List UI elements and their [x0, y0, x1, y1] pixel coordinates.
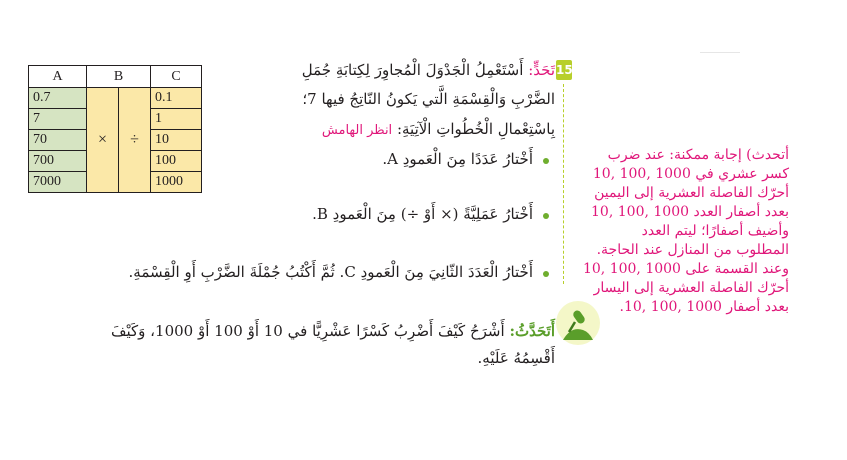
table-cell-divide: ÷ — [119, 88, 151, 193]
challenge-label: تَحَدٍّ: — [528, 61, 555, 79]
see-margin-note: انظر الهامش — [321, 123, 393, 138]
margin-note-line: وأضيف أصفارًا؛ ليتم العدد — [641, 223, 789, 239]
step-2: أَخْتارُ عَمَلِيَّةً (× أَوْ ÷) مِنَ الْعَمودِ B. — [312, 205, 533, 223]
question-text-3: بِاسْتِعْمالِ الْخُطُواتِ الْآتِيَةِ: — [396, 120, 555, 138]
table-cell-c: 1000 — [151, 172, 202, 193]
number-table — [28, 65, 202, 193]
margin-note-line: وعند القسمة على 1000 ,100 ,10 — [582, 261, 789, 277]
talk-label: أَتَحَدَّثُ: — [509, 322, 555, 340]
margin-note-line: أتحدث) إجابة ممكنة: عند ضرب — [607, 147, 789, 163]
margin-note-line: بعدد أصفار العدد 1000 ,100 ,10 — [591, 204, 789, 220]
step-1: أَخْتارُ عَدَدًا مِنَ الْعَمودِ A. — [382, 150, 533, 168]
table-cell-a: 70 — [29, 130, 87, 151]
question-line-2: الضَّرْبِ وَالْقِسْمَةِ الَّتي يَكونُ النّاتِجُ فيها 7؛ — [302, 90, 555, 108]
microphone-icon — [555, 300, 601, 346]
table-cell-multiply: × — [87, 88, 119, 193]
table-header-b: B — [87, 66, 151, 88]
table-cell-c: 10 — [151, 130, 202, 151]
talk-text-1: أَشْرَحُ كَيْفَ أَضْرِبُ كَسْرًا عَشْرِيًّا في 10 أَوْ 100 أَوْ 1000، وَكَيْفَ — [110, 322, 505, 340]
question-dashed-divider — [563, 84, 564, 284]
step-3: أَخْتارُ الْعَدَدَ الثّانِيَ مِنَ الْعَمودِ C. ثُمَّ أَكْتُبُ جُمْلَةَ الضَّرْبِ أَوِ الْقِسْمَةِ. — [128, 263, 533, 281]
talk-line-1 — [111, 320, 555, 342]
margin-note-line: المطلوب من المنازل عند الحاجة. — [596, 242, 789, 258]
table-header-a: A — [29, 66, 87, 88]
question-line-1 — [302, 59, 555, 81]
table-cell-c: 0.1 — [151, 88, 202, 109]
step-bullet-1 — [543, 158, 549, 164]
table-cell-a: 700 — [29, 151, 87, 172]
step-bullet-2 — [543, 213, 549, 219]
table-cell-a: 0.7 — [29, 88, 87, 109]
table-cell-a: 7000 — [29, 172, 87, 193]
question-number-badge: 15 — [556, 60, 572, 80]
margin-note-line: أحرّك الفاصلة العشرية إلى اليسار — [593, 280, 789, 296]
margin-note-line: أحرّك الفاصلة العشرية إلى اليمين — [594, 185, 789, 201]
table-header-c: C — [151, 66, 202, 88]
margin-answer-note — [582, 146, 789, 317]
table-cell-c: 1 — [151, 109, 202, 130]
margin-note-line: كسر عشري في 1000 ,100 ,10 — [592, 166, 789, 182]
question-text-1: أَسْتَعْمِلُ الْجَدْوَلَ الْمُجاوِرَ لِكِتابَةِ جُمَلِ — [301, 61, 524, 79]
top-rule — [700, 52, 740, 53]
table-cell-a: 7 — [29, 109, 87, 130]
talk-line-2: أَقْسِمُهُ عَلَيْهِ. — [477, 349, 555, 367]
table-cell-c: 100 — [151, 151, 202, 172]
step-bullet-3 — [543, 271, 549, 277]
margin-note-line: بعدد أصفار 1000 ,100 ,10. — [619, 299, 789, 315]
question-line-3 — [322, 118, 555, 142]
